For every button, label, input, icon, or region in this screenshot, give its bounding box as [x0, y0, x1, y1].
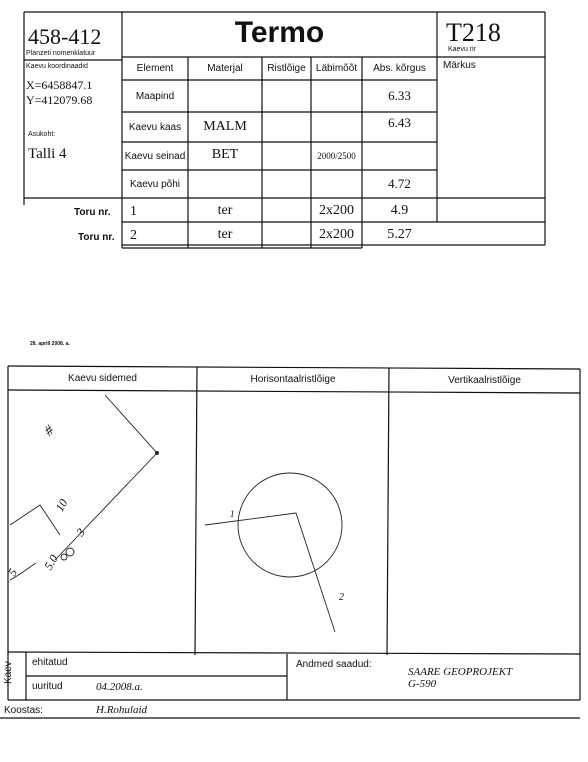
well-id: T218	[446, 18, 501, 47]
row-diameter: 2000/2500	[317, 151, 356, 161]
horizontal-section-drawing	[205, 473, 342, 632]
sheet-caption: Planzeti nomenklatuur	[26, 50, 96, 57]
data-source-label: Andmed saadud:	[296, 659, 372, 670]
data-source-company: SAARE GEOPROJEKT	[408, 666, 513, 678]
document-date: 28. aprill 2008. a.	[30, 341, 70, 347]
col-header-material: Materjal	[207, 63, 243, 74]
surveyed-label: uuritud	[32, 681, 63, 692]
panel-title-vertical: Vertikaalristlõige	[448, 375, 521, 386]
col-header-diameter: Läbimõõt	[315, 63, 358, 74]
panel-title-horizontal: Horisontaalristlõige	[250, 374, 336, 385]
pipe-diameter: 2x200	[319, 226, 354, 242]
pipe-label: Toru nr.	[78, 232, 115, 243]
surveyed-value: 04.2008.a.	[96, 681, 143, 693]
row-element: Kaevu seinad	[124, 150, 186, 162]
sketch-mark: 3	[73, 525, 88, 539]
row-material: MALM	[203, 119, 247, 134]
notes-label: Märkus	[443, 60, 476, 71]
coords-label: Kaevu koordinaadid	[26, 63, 88, 70]
sketch-mark: 5.0	[41, 552, 61, 573]
coord-x: X=6458847.1	[26, 78, 93, 92]
compiled-label: Koostas:	[4, 705, 43, 716]
section-mark: 2	[339, 592, 344, 603]
sheet-number: 458-412	[28, 24, 102, 49]
col-header-cross-section: Ristlõige	[267, 63, 306, 74]
connections-sketch	[10, 395, 159, 580]
side-label-well: Kaev	[3, 661, 14, 684]
pipe-height: 5.27	[387, 226, 412, 242]
pipe-label: Toru nr.	[74, 207, 111, 218]
built-label: ehitatud	[32, 657, 68, 668]
well-caption: Kaevu nr	[448, 46, 477, 53]
pipe-number: 1	[130, 204, 137, 219]
row-height: 6.33	[388, 88, 411, 103]
row-element: Kaevu kaas	[128, 121, 182, 133]
coord-y: Y=412079.68	[26, 93, 93, 107]
sketch-mark: #	[41, 422, 58, 440]
col-header-abs-height: Abs. kõrgus	[373, 63, 426, 74]
row-height: 4.72	[388, 176, 411, 191]
row-material: BET	[211, 147, 239, 162]
row-height: 6.43	[388, 115, 411, 130]
location-value: Talli 4	[28, 146, 67, 162]
pipe-material: ter	[217, 202, 233, 218]
pipe-material: ter	[217, 226, 233, 242]
col-header-element: Element	[136, 63, 174, 74]
location-label: Asukoht:	[28, 131, 56, 138]
row-element: Maapind	[135, 90, 175, 102]
document-title: Termo	[234, 16, 325, 49]
compiled-value: H.Rohulaid	[96, 704, 148, 716]
pipe-height: 4.9	[390, 202, 409, 218]
sketch-mark: 5	[5, 566, 21, 579]
pipe-diameter: 2x200	[319, 202, 354, 218]
data-source-code: G-590	[408, 678, 437, 690]
sketch-mark: 10	[52, 496, 71, 514]
pipe-number: 2	[130, 228, 137, 243]
panel-title-connections: Kaevu sidemed	[68, 373, 137, 384]
row-element: Kaevu põhi	[129, 178, 181, 190]
section-mark: 1	[230, 509, 235, 519]
